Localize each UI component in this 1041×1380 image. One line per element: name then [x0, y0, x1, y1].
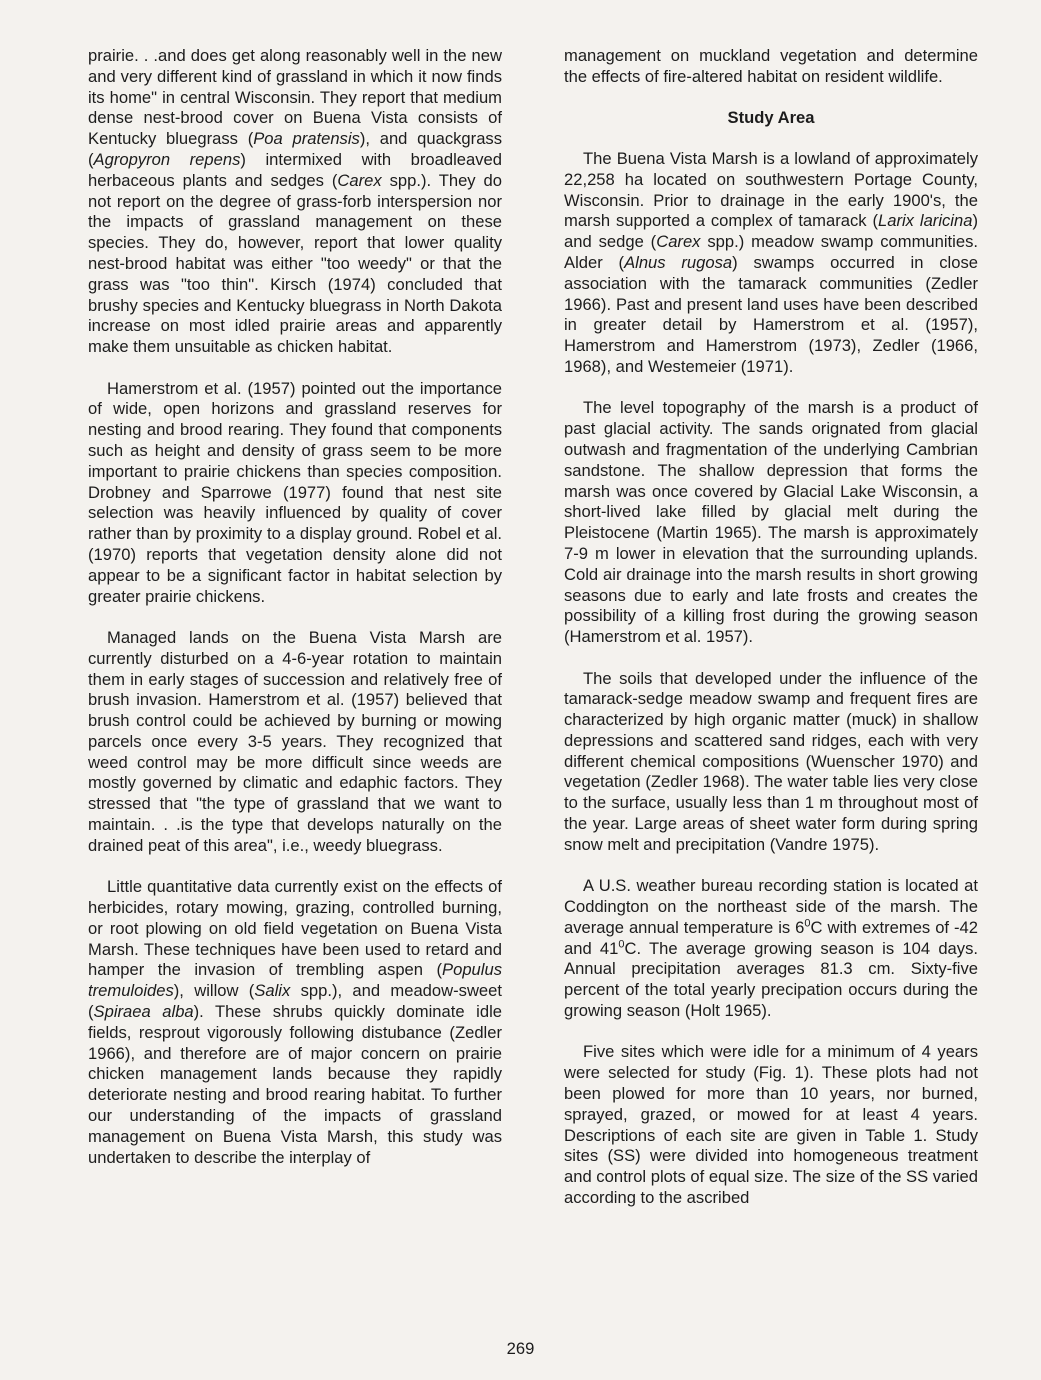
paragraph-quantitative-data: Little quantitative data currently exist on the effects of herbicides, rotary mowing, grazing, controlled burning, or root plowing on old field vegetation on Buena Vista Marsh. These techniques have been used to retard and hamper the invasion of trembling aspen (Populus tremuloides), willow (Salix spp.), and meadow-sweet (Spiraea alba). These shrubs quickly dominate idle fields, resprout vigorously following distubance (Zedler 1966), and therefore are of major concern on prairie chicken management lands because they rapidly deteriorate nesting and brood rearing habitat. To further our understanding of the impacts of grassland management on Buena Vista Marsh, this study was undertaken to describe the interplay of: [88, 877, 502, 1167]
paragraph-study-sites: Five sites which were idle for a minimum of 4 years were selected for study (Fig. 1). These plots had not been plowed for more than 10 years, nor burned, sprayed, grazed, or mowed for at least 4 years. Descriptions of each site are given in Table 1. Study sites (SS) were divided into homogeneous treatment and control plots of equal size. The size of the SS varied according to the ascribed: [564, 1042, 978, 1208]
paragraph-managed-lands: Managed lands on the Buena Vista Marsh are currently disturbed on a 4-6-year rotation to maintain them in early stages of succession and relatively free of brush invasion. Hamerstrom et al. (1957) believed that brush control could be achieved by burning or mowing parcels once every 3-5 years. They recognized that weed control may be more difficult since weeds are mostly governed by climatic and edaphic factors. They stressed that "the type of grassland that we want to maintain. . .is the type that develops naturally on the drained peat of this area", i.e., weedy bluegrass.: [88, 627, 502, 855]
paragraph-topography: The level topography of the marsh is a product of past glacial activity. The sands orignated from glacial outwash and fragmentation of the underlying Cambrian sandstone. The shallow depression that forms the marsh was once covered by Glacial Lake Wisconsin, a short-lived lake filled by glacial melt during the Pleistocene (Martin 1965). The marsh is approximately 7-9 m lower in elevation that the surrounding uplands. Cold air drainage into the marsh results in short growing seasons due to early and late frosts and creates the possibility of a killing frost during the growing season (Hamerstrom et al. 1957).: [564, 398, 978, 647]
page-number: 269: [506, 1339, 535, 1358]
paragraph-hamerstrom-1957: Hamerstrom et al. (1957) pointed out the importance of wide, open horizons and grassland reserves for nesting and brood rearing. They found that components such as height and density of grass seem to be more important to prairie chickens than species composition. Drobney and Sparrowe (1977) found that nest site selection was heavily influenced by quality of cover rather than by proximity to a display ground. Robel et al. (1970) reports that vegetation density alone did not appear to be a significant factor in habitat selection by greater prairie chickens.: [88, 378, 502, 606]
left-column: [88, 46, 502, 1189]
paragraph-prairie-quote: prairie. . .and does get along reasonably well in the new and very different kind of grassland in which it now finds its home" in central Wisconsin. They report that medium dense nest-brood cover on Buena Vista consists of Kentucky bluegrass (Poa pratensis), and quackgrass (Agropyron repens) intermixed with broadleaved herbaceous plants and sedges (Carex spp.). They do not report on the degree of grass-forb interspersion nor the impacts of grassland management on these species. They do, however, report that lower quality nest-brood habitat was either "too weedy" or that the grass was "too thin". Kirsch (1974) concluded that brushy species and Kentucky bluegrass in North Dakota increase on most idled prairie areas and apparently make them unsuitable as chicken habitat.: [88, 46, 503, 357]
paragraph-weather: A U.S. weather bureau recording station is located at Coddington on the northeast side of the marsh. The average annual temperature is $6^0C$ with extremes of -42 and $41^0C$. The average growing season is 104 days. Annual precipitation averages 81.3 cm. Sixty-five percent of the total yearly precipation occurs during the growing season (Holt 1965).: [564, 876, 979, 1021]
paragraph-buena-vista-marsh: The Buena Vista Marsh is a lowland of approximately 22,258 ha located on southwestern Portage County, Wisconsin. Prior to drainage in the early 1900's, the marsh supported a complex of tamarack (Larix laricina) and sedge (Carex spp.) meadow swamp communities. Alder (Alnus rugosa) swamps occurred in close association with the tamarack communities (Zedler 1966). Past and present land uses have been described in greater detail by Hamerstrom et al. (1957), Hamerstrom and Hamerstrom (1973), Zedler (1966, 1968), and Westemeier (1971).: [564, 148, 978, 376]
section-heading-study-area: Study Area: [727, 108, 815, 128]
paragraph-soils: The soils that developed under the influence of the tamarack-sedge meadow swamp and frequent fires are characterized by high organic matter (muck) in shallow depressions and scattered sand ridges, each with very different chemical compositions (Wuenscher 1970) and vegetation (Zedler 1968). The water table lies very close to the surface, usually less than 1 m throughout most of the year. Large areas of sheet water form during spring snow melt and precipitation (Vandre 1975).: [564, 668, 978, 854]
right-column: [564, 46, 978, 1229]
paragraph-intro-continuation: management on muckland vegetation and determine the effects of fire-altered habitat on resident wildlife.: [564, 46, 978, 86]
